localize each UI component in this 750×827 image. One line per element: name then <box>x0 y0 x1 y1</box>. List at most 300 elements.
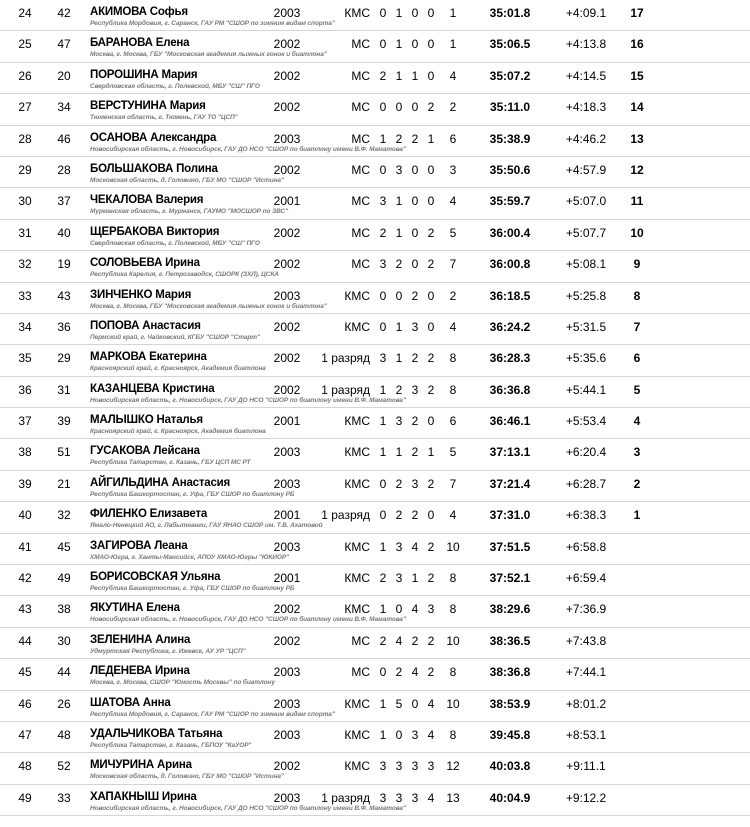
athlete-organization: Москва, г. Москва, ГБУ "Московская академия лыжных гонок и биатлона" <box>90 302 327 310</box>
penalty-stage-1: 1 <box>379 602 387 617</box>
place-cell: 49 <box>18 790 32 805</box>
penalty-total: 8 <box>449 571 457 586</box>
birth-year: 2002 <box>273 633 301 648</box>
result-time: 37:51.5 <box>489 539 531 554</box>
time-gap: +4:57.9 <box>565 162 607 177</box>
birth-year: 2002 <box>273 319 301 334</box>
result-time: 35:07.2 <box>489 68 531 83</box>
penalty-total: 8 <box>449 602 457 617</box>
penalty-stage-4: 2 <box>427 665 435 680</box>
penalty-stage-1: 1 <box>379 696 387 711</box>
table-row <box>0 596 750 627</box>
time-gap: +6:59.4 <box>565 571 607 586</box>
athlete-name: ПОПОВА Анастасия <box>90 319 201 332</box>
place-cell: 29 <box>18 162 32 177</box>
points: 17 <box>630 6 644 20</box>
penalty-stage-2: 3 <box>395 759 403 774</box>
penalty-stage-4: 2 <box>427 100 435 115</box>
points: 6 <box>633 351 641 366</box>
penalty-stage-1: 3 <box>379 257 387 272</box>
penalty-stage-1: 0 <box>379 100 387 115</box>
place-cell: 46 <box>18 696 32 711</box>
penalty-stage-2: 2 <box>395 665 403 680</box>
penalty-total: 6 <box>449 414 457 429</box>
place-cell: 47 <box>18 727 32 742</box>
birth-year: 2001 <box>273 414 301 429</box>
table-row <box>0 63 750 94</box>
birth-year: 2002 <box>273 351 301 366</box>
time-gap: +4:18.3 <box>565 100 607 115</box>
table-row <box>0 753 750 784</box>
penalty-stage-3: 2 <box>411 414 419 429</box>
birth-year: 2001 <box>273 194 301 209</box>
penalty-stage-3: 2 <box>411 445 419 460</box>
birth-year: 2002 <box>273 68 301 83</box>
place-cell: 43 <box>18 602 32 617</box>
place-cell: 36 <box>18 382 32 397</box>
penalty-stage-2: 1 <box>395 37 403 52</box>
time-gap: +5:07.7 <box>565 225 607 240</box>
points: 12 <box>630 162 644 177</box>
result-time: 35:06.5 <box>489 37 531 52</box>
bib-cell: 49 <box>57 571 71 586</box>
penalty-stage-3: 0 <box>411 6 419 20</box>
result-time: 38:36.5 <box>489 633 531 648</box>
penalty-stage-2: 4 <box>395 633 403 648</box>
penalty-stage-2: 0 <box>395 100 403 115</box>
penalty-stage-4: 0 <box>427 508 435 523</box>
penalty-stage-4: 3 <box>427 602 435 617</box>
athlete-organization: Новосибирская область, г. Новосибирск, ГАУ ДО НСО "СШОР по биатлону имени В.Ф. Маматова" <box>90 616 406 624</box>
penalty-total: 4 <box>449 508 457 523</box>
penalty-stage-2: 3 <box>395 571 403 586</box>
penalty-stage-4: 4 <box>427 727 435 742</box>
penalty-stage-1: 1 <box>379 414 387 429</box>
table-row <box>0 785 750 816</box>
bib-cell: 52 <box>57 759 71 774</box>
birth-year: 2003 <box>273 790 301 805</box>
time-gap: +4:09.1 <box>565 6 607 20</box>
athlete-organization: Тюменская область, г. Тюмень, ГАУ ТО "ЦСП" <box>90 114 238 122</box>
sport-rank: КМС <box>344 759 370 774</box>
sport-rank: МС <box>351 37 370 52</box>
athlete-name: АКИМОВА Софья <box>90 6 188 18</box>
time-gap: +8:53.1 <box>565 727 607 742</box>
table-row <box>0 94 750 125</box>
table-row <box>0 377 750 408</box>
penalty-stage-4: 0 <box>427 68 435 83</box>
place-cell: 38 <box>18 445 32 460</box>
points: 8 <box>633 288 641 303</box>
penalty-stage-3: 2 <box>411 633 419 648</box>
penalty-stage-4: 2 <box>427 633 435 648</box>
birth-year: 2003 <box>273 727 301 742</box>
bib-cell: 43 <box>57 288 71 303</box>
athlete-organization: Республика Карелия, г. Петрозаводск, СШОРК (ЗХЛ), ЦСКА <box>90 271 279 279</box>
table-row <box>0 628 750 659</box>
bib-cell: 31 <box>57 382 71 397</box>
sport-rank: 1 разряд <box>321 508 370 523</box>
penalty-stage-1: 0 <box>379 37 387 52</box>
time-gap: +6:38.3 <box>565 508 607 523</box>
result-time: 35:11.0 <box>489 100 531 115</box>
place-cell: 28 <box>18 131 32 146</box>
penalty-stage-1: 1 <box>379 727 387 742</box>
athlete-name: ГУСАКОВА Лейсана <box>90 445 200 458</box>
bib-cell: 30 <box>57 633 71 648</box>
result-time: 38:29.6 <box>489 602 531 617</box>
birth-year: 2001 <box>273 508 301 523</box>
table-row <box>0 251 750 282</box>
penalty-stage-2: 3 <box>395 790 403 805</box>
birth-year: 2002 <box>273 257 301 272</box>
birth-year: 2002 <box>273 162 301 177</box>
penalty-stage-1: 3 <box>379 790 387 805</box>
penalty-stage-2: 0 <box>395 288 403 303</box>
birth-year: 2001 <box>273 571 301 586</box>
place-cell: 35 <box>18 351 32 366</box>
penalty-stage-2: 3 <box>395 162 403 177</box>
place-cell: 25 <box>18 37 32 52</box>
penalty-total: 10 <box>446 539 460 554</box>
time-gap: +7:36.9 <box>565 602 607 617</box>
athlete-organization: Красноярский край, г. Красноярск, Академия биатлона <box>90 365 266 373</box>
athlete-organization: Свердловская область, г. Полевской, МБУ "СШ" ПГО <box>90 239 260 247</box>
result-time: 35:50.6 <box>489 162 531 177</box>
penalty-stage-1: 3 <box>379 351 387 366</box>
sport-rank: МС <box>351 194 370 209</box>
place-cell: 34 <box>18 319 32 334</box>
penalty-stage-3: 4 <box>411 602 419 617</box>
sport-rank: КМС <box>344 288 370 303</box>
penalty-total: 4 <box>449 194 457 209</box>
penalty-stage-4: 0 <box>427 162 435 177</box>
penalty-stage-4: 3 <box>427 759 435 774</box>
points: 2 <box>633 476 641 491</box>
bib-cell: 44 <box>57 665 71 680</box>
penalty-stage-1: 1 <box>379 445 387 460</box>
penalty-stage-3: 0 <box>411 696 419 711</box>
athlete-organization: ХМАО-Югра, г. Ханты-Мансийск, АПОУ ХМАО-Югры "ЮКИОР" <box>90 553 290 561</box>
table-row <box>0 565 750 596</box>
time-gap: +4:46.2 <box>565 131 607 146</box>
penalty-stage-3: 0 <box>411 257 419 272</box>
table-row <box>0 659 750 690</box>
penalty-stage-4: 2 <box>427 539 435 554</box>
penalty-stage-4: 4 <box>427 696 435 711</box>
result-time: 40:04.9 <box>489 790 531 805</box>
penalty-stage-4: 2 <box>427 257 435 272</box>
penalty-stage-1: 2 <box>379 68 387 83</box>
athlete-organization: Московская область, д. Головино, ГБУ МО "СШОР "Истина" <box>90 773 284 781</box>
birth-year: 2002 <box>273 100 301 115</box>
place-cell: 26 <box>18 68 32 83</box>
points: 13 <box>630 131 644 146</box>
penalty-stage-2: 1 <box>395 68 403 83</box>
athlete-name: БОЛЬШАКОВА Полина <box>90 162 218 175</box>
penalty-stage-3: 4 <box>411 539 419 554</box>
penalty-stage-2: 1 <box>395 319 403 334</box>
sport-rank: КМС <box>344 445 370 460</box>
penalty-stage-1: 0 <box>379 288 387 303</box>
penalty-stage-4: 2 <box>427 225 435 240</box>
penalty-total: 4 <box>449 319 457 334</box>
athlete-organization: Республика Башкортостан, г. Уфа, ГБУ СШОР по биатлону РБ <box>90 490 295 498</box>
result-time: 37:31.0 <box>489 508 531 523</box>
place-cell: 48 <box>18 759 32 774</box>
penalty-total: 4 <box>449 68 457 83</box>
penalty-stage-1: 0 <box>379 665 387 680</box>
bib-cell: 28 <box>57 162 71 177</box>
bib-cell: 32 <box>57 508 71 523</box>
time-gap: +7:43.8 <box>565 633 607 648</box>
sport-rank: 1 разряд <box>321 382 370 397</box>
sport-rank: КМС <box>344 602 370 617</box>
bib-cell: 48 <box>57 727 71 742</box>
penalty-stage-3: 0 <box>411 100 419 115</box>
bib-cell: 34 <box>57 100 71 115</box>
time-gap: +4:13.8 <box>565 37 607 52</box>
table-row <box>0 345 750 376</box>
penalty-stage-4: 1 <box>427 445 435 460</box>
bib-cell: 19 <box>57 257 71 272</box>
penalty-stage-3: 4 <box>411 665 419 680</box>
birth-year: 2003 <box>273 539 301 554</box>
sport-rank: 1 разряд <box>321 351 370 366</box>
birth-year: 2002 <box>273 225 301 240</box>
penalty-stage-4: 2 <box>427 571 435 586</box>
athlete-organization: Удмуртская Республика, г. Ижевск, АУ УР "ЦСП" <box>90 647 246 655</box>
athlete-name: ШАТОВА Анна <box>90 696 171 709</box>
table-row <box>0 408 750 439</box>
penalty-stage-2: 1 <box>395 194 403 209</box>
penalty-stage-1: 1 <box>379 539 387 554</box>
athlete-organization: Красноярский край, г. Красноярск, Академия биатлона <box>90 428 266 436</box>
points: 5 <box>633 382 641 397</box>
time-gap: +6:58.8 <box>565 539 607 554</box>
penalty-stage-2: 2 <box>395 476 403 491</box>
penalty-stage-3: 3 <box>411 319 419 334</box>
result-time: 38:53.9 <box>489 696 531 711</box>
penalty-stage-1: 0 <box>379 6 387 20</box>
result-time: 35:38.9 <box>489 131 531 146</box>
penalty-total: 12 <box>446 759 460 774</box>
bib-cell: 21 <box>57 476 71 491</box>
sport-rank: КМС <box>344 696 370 711</box>
penalty-stage-2: 1 <box>395 6 403 20</box>
sport-rank: КМС <box>344 476 370 491</box>
penalty-stage-1: 1 <box>379 131 387 146</box>
penalty-stage-2: 3 <box>395 539 403 554</box>
penalty-stage-4: 0 <box>427 194 435 209</box>
time-gap: +6:20.4 <box>565 445 607 460</box>
time-gap: +7:44.1 <box>565 665 607 680</box>
penalty-stage-2: 2 <box>395 382 403 397</box>
place-cell: 33 <box>18 288 32 303</box>
points: 4 <box>633 414 641 429</box>
athlete-name: ВЕРСТУНИНА Мария <box>90 100 206 113</box>
result-time: 37:13.1 <box>489 445 531 460</box>
athlete-organization: Новосибирская область, г. Новосибирск, ГАУ ДО НСО "СШОР по биатлону имени В.Ф. Маматова" <box>90 804 406 812</box>
athlete-name: МАРКОВА Екатерина <box>90 351 207 364</box>
penalty-stage-3: 0 <box>411 194 419 209</box>
time-gap: +5:08.1 <box>565 257 607 272</box>
penalty-stage-3: 0 <box>411 162 419 177</box>
table-row <box>0 283 750 314</box>
place-cell: 42 <box>18 571 32 586</box>
table-row <box>0 126 750 157</box>
table-row <box>0 0 750 31</box>
penalty-total: 3 <box>449 162 457 177</box>
sport-rank: КМС <box>344 6 370 20</box>
points: 7 <box>633 319 641 334</box>
result-time: 36:46.1 <box>489 414 531 429</box>
athlete-organization: Свердловская область, г. Полевской, МБУ "СШ" ПГО <box>90 82 260 90</box>
result-time: 36:36.8 <box>489 382 531 397</box>
athlete-name: ЯКУТИНА Елена <box>90 602 180 615</box>
penalty-stage-2: 2 <box>395 131 403 146</box>
athlete-name: ФИЛЕНКО Елизавета <box>90 508 208 521</box>
penalty-stage-4: 1 <box>427 131 435 146</box>
table-row <box>0 502 750 533</box>
athlete-organization: Республика Мордовия, г. Саранск, ГАУ РМ "СШОР по зимним видам спорта" <box>90 20 335 27</box>
penalty-total: 1 <box>449 37 457 52</box>
penalty-stage-2: 1 <box>395 225 403 240</box>
sport-rank: КМС <box>344 539 370 554</box>
penalty-total: 1 <box>449 6 457 20</box>
result-time: 36:00.4 <box>489 225 531 240</box>
sport-rank: МС <box>351 665 370 680</box>
time-gap: +6:28.7 <box>565 476 607 491</box>
result-time: 40:03.8 <box>489 759 531 774</box>
athlete-name: УДАЛЬЧИКОВА Татьяна <box>90 727 223 740</box>
penalty-stage-1: 0 <box>379 319 387 334</box>
penalty-stage-4: 2 <box>427 351 435 366</box>
penalty-stage-1: 0 <box>379 476 387 491</box>
bib-cell: 37 <box>57 194 71 209</box>
points: 14 <box>630 100 644 115</box>
table-row <box>0 439 750 470</box>
penalty-stage-3: 2 <box>411 131 419 146</box>
penalty-total: 10 <box>446 633 460 648</box>
athlete-organization: Москва, г. Москва, ГБУ "Московская академия лыжных гонок и биатлона" <box>90 51 327 59</box>
result-time: 37:52.1 <box>489 571 531 586</box>
bib-cell: 42 <box>57 6 71 20</box>
points: 15 <box>630 68 644 83</box>
penalty-stage-3: 2 <box>411 351 419 366</box>
penalty-stage-2: 0 <box>395 602 403 617</box>
birth-year: 2002 <box>273 759 301 774</box>
penalty-stage-2: 1 <box>395 445 403 460</box>
penalty-stage-3: 0 <box>411 225 419 240</box>
sport-rank: МС <box>351 162 370 177</box>
athlete-organization: Москва, г. Москва, СШОР "Юность Москвы" по биатлону <box>90 679 275 687</box>
bib-cell: 33 <box>57 790 71 805</box>
penalty-stage-3: 2 <box>411 508 419 523</box>
place-cell: 30 <box>18 194 32 209</box>
penalty-total: 8 <box>449 382 457 397</box>
result-time: 38:36.8 <box>489 665 531 680</box>
place-cell: 45 <box>18 665 32 680</box>
table-row <box>0 314 750 345</box>
birth-year: 2003 <box>273 288 301 303</box>
penalty-stage-2: 2 <box>395 257 403 272</box>
athlete-organization: Московская область, д. Головино, ГБУ МО "СШОР "Истина" <box>90 176 284 184</box>
birth-year: 2003 <box>273 131 301 146</box>
penalty-stage-1: 2 <box>379 225 387 240</box>
penalty-stage-1: 3 <box>379 194 387 209</box>
place-cell: 39 <box>18 476 32 491</box>
birth-year: 2003 <box>273 445 301 460</box>
penalty-stage-2: 5 <box>395 696 403 711</box>
birth-year: 2003 <box>273 696 301 711</box>
bib-cell: 29 <box>57 351 71 366</box>
result-time: 36:24.2 <box>489 319 531 334</box>
points: 3 <box>633 445 641 460</box>
result-time: 39:45.8 <box>489 727 531 742</box>
penalty-stage-3: 3 <box>411 759 419 774</box>
sport-rank: 1 разряд <box>321 790 370 805</box>
time-gap: +5:25.8 <box>565 288 607 303</box>
athlete-name: ПОРОШИНА Мария <box>90 68 198 81</box>
penalty-stage-4: 4 <box>427 790 435 805</box>
table-row <box>0 157 750 188</box>
bib-cell: 36 <box>57 319 71 334</box>
penalty-total: 10 <box>446 696 460 711</box>
time-gap: +5:44.1 <box>565 382 607 397</box>
athlete-organization: Новосибирская область, г. Новосибирск, ГАУ ДО НСО "СШОР по биатлону имени В.Ф. Маматова" <box>90 145 406 153</box>
time-gap: +5:07.0 <box>565 194 607 209</box>
result-time: 36:00.8 <box>489 257 531 272</box>
sport-rank: МС <box>351 68 370 83</box>
place-cell: 37 <box>18 414 32 429</box>
athlete-name: КАЗАНЦЕВА Кристина <box>90 382 215 395</box>
time-gap: +9:11.1 <box>566 759 606 774</box>
birth-year: 2002 <box>273 37 301 52</box>
penalty-total: 2 <box>449 288 457 303</box>
penalty-total: 7 <box>449 476 457 491</box>
penalty-stage-2: 2 <box>395 508 403 523</box>
athlete-organization: Республика Башкортостан, г. Уфа, ГБУ СШОР по биатлону РБ <box>90 585 295 593</box>
result-time: 36:18.5 <box>489 288 531 303</box>
points: 10 <box>630 225 644 240</box>
time-gap: +5:35.6 <box>565 351 607 366</box>
athlete-name: ЛЕДЕНЕВА Ирина <box>90 665 190 678</box>
penalty-stage-3: 2 <box>411 288 419 303</box>
athlete-name: МИЧУРИНА Арина <box>90 759 192 772</box>
result-time: 37:21.4 <box>489 476 531 491</box>
penalty-stage-2: 3 <box>395 414 403 429</box>
place-cell: 44 <box>18 633 32 648</box>
athlete-name: ОСАНОВА Александра <box>90 131 217 144</box>
penalty-stage-3: 3 <box>411 727 419 742</box>
penalty-stage-4: 0 <box>427 414 435 429</box>
birth-year: 2002 <box>273 602 301 617</box>
penalty-stage-3: 1 <box>411 571 419 586</box>
athlete-name: ЗИНЧЕНКО Мария <box>90 288 192 301</box>
sport-rank: МС <box>351 257 370 272</box>
penalty-total: 8 <box>449 665 457 680</box>
penalty-stage-4: 0 <box>427 6 435 20</box>
result-time: 35:01.8 <box>489 6 531 20</box>
athlete-name: ЗАГИРОВА Леана <box>90 539 188 552</box>
time-gap: +8:01.2 <box>565 696 607 711</box>
bib-cell: 45 <box>57 539 71 554</box>
place-cell: 32 <box>18 257 32 272</box>
athlete-name: ЗЕЛЕНИНА Алина <box>90 633 191 646</box>
athlete-organization: Пермский край, г. Чайковский, КГБУ "СШОР "Старт" <box>90 333 260 341</box>
penalty-total: 7 <box>449 257 457 272</box>
